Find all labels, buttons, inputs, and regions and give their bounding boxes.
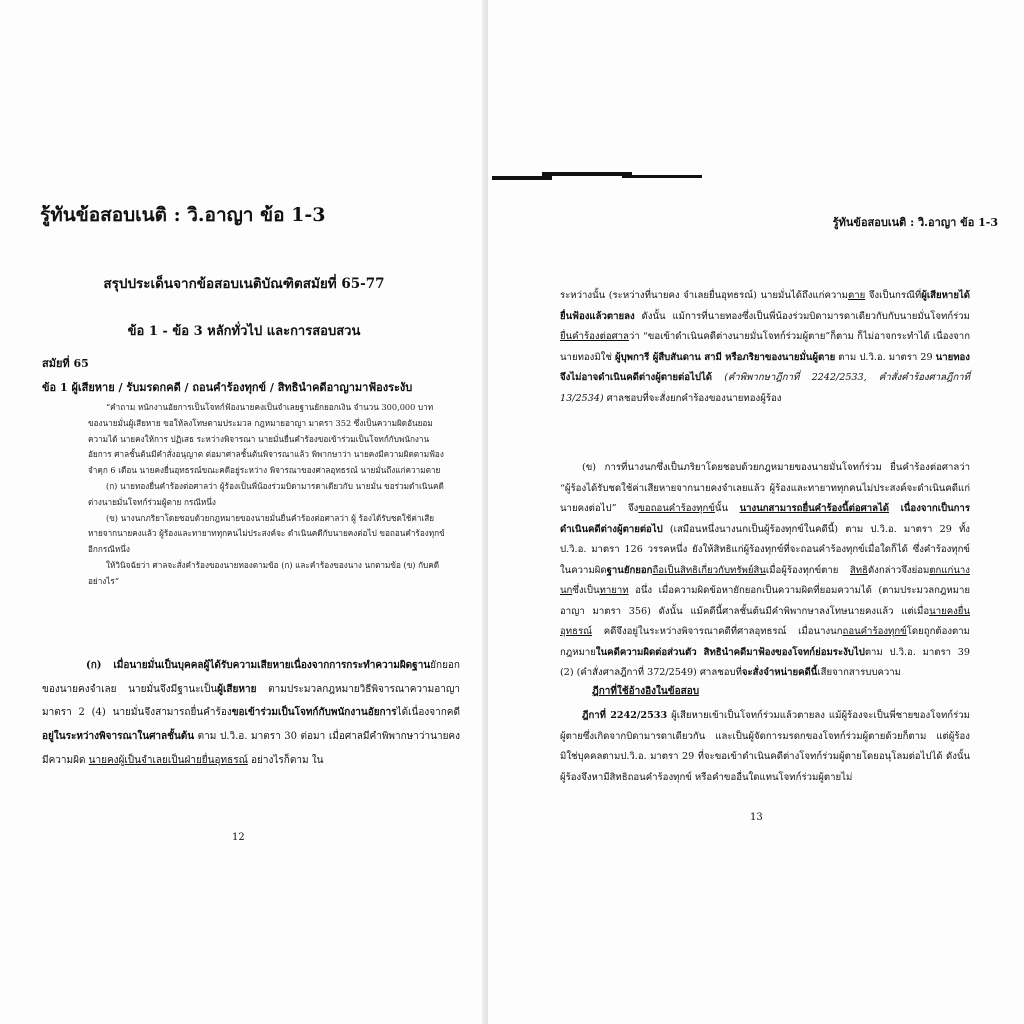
page-number-right: 13 bbox=[750, 812, 763, 823]
bold-text: ขอเข้าร่วมเป็นโจทก์กับพนักงานอัยการ bbox=[231, 707, 397, 719]
quote-paragraph: (ก) นายทองยื่นคำร้องต่อศาลว่า ผู้ร้องเป็นพี่น้องร่วมบิดามารดาเดียวกับ นายมั่น ขอร่วมดำเนินคดีต่างนายมั่นโจทก์ร่วมผู้ตาย กรณีหนึ่ง bbox=[88, 480, 444, 507]
text-run: คดีจึงอยู่ในระหว่างพิจารณาคดีที่ศาลอุทธรณ์ เมื่อนางนก bbox=[592, 626, 843, 637]
text-run: จึงเป็นกรณีที่ bbox=[865, 290, 922, 301]
bold-text: ผู้เสียหายได้ยื่นฟ้องแล้วตายลง bbox=[560, 290, 970, 322]
bold-text: จะสั่งจำหน่ายคดีนี้ bbox=[741, 667, 818, 678]
answer-body-right-1 bbox=[560, 286, 970, 409]
bold-text: เนื่องจากเป็นการดำเนินคดีต่างผู้ตายต่อไป bbox=[560, 503, 970, 535]
bold-text: ผู้เสียหาย bbox=[217, 683, 257, 695]
bold-text: อยู่ในระหว่างพิจารณาในศาลชั้นต้น bbox=[42, 731, 195, 743]
underlined-text: นายคงยื่นอุทธรณ์ bbox=[560, 605, 970, 637]
text-run: ซึ่งเป็น bbox=[572, 585, 600, 596]
text-run: อย่างไรก็ตาม ใน bbox=[247, 754, 324, 766]
text-run: ศาลชอบที่จะสั่งยกคำร้องของนายทองผู้ร้อง bbox=[603, 392, 782, 404]
bold-text: ฎีกาที่ 2242/2533 bbox=[582, 710, 668, 721]
underlined-text: ตาย bbox=[847, 290, 866, 301]
text-run: อนึ่ง เมื่อความผิดข้อหายักยอกเป็นความผิดที่ยอมความได้ (ตามประมวลกฎหมายอาญา มาตรา 356) ดังนั้น แม้คดีนี้ศาลชั้นต้นมีคำพิพากษาลงโทษนายคงแล้ว แต่เมื่อ bbox=[560, 585, 970, 617]
session-label: สมัยที่ 65 bbox=[42, 357, 89, 370]
text-run: เมื่อผู้ร้องทุกข์ตาย bbox=[765, 564, 850, 576]
text-run: นั้น bbox=[714, 503, 740, 514]
underlined-text: ทายาท bbox=[599, 585, 629, 596]
text-run: ผู้เสียหายเข้าเป็นโจทก์ร่วมแล้วตายลง แม้ผู้ร้องจะเป็นพี่ชายของโจทก์ร่วมผู้ตายซึ่งเกิดจากบิดามารดาเดียวกัน และเป็นผู้จัดการมรดกของโจทก์ร่วมผู้ตายด้วยก็ตาม แต่ผู้ร้องมิใช่บุคคลตามป.วิ.อ. มาตรา 29 ที่จะขอเข้าดำเนินคดีต่างโจทก์ร่วมผู้ตายโดยอนุโลมต่อไปได้ ดังนั้นผู้ร้องจึงหามีสิทธิถอนคำร้องทุกข์ หรือคำขออื่นใดแทนโจทก์ร่วมผู้ตายไม่ bbox=[560, 710, 970, 783]
reference-heading: ฎีกาที่ใช้อ้างอิงในข้อสอบ bbox=[592, 686, 700, 697]
reference-paragraph bbox=[560, 706, 970, 788]
text-run: ดังกล่าวจึงย่อม bbox=[867, 564, 930, 576]
underlined-text: สิทธิ bbox=[849, 564, 868, 576]
reference-body bbox=[560, 706, 970, 788]
underlined-text: ยื่นคำร้องต่อศาล bbox=[560, 331, 629, 342]
text-run: เสียจากสารบบความ bbox=[817, 667, 901, 678]
text-run: ดังนั้น แม้การที่นายทองซึ่งเป็นพี่น้องร่วมบิดามารดาเดียวกับกับนายมั่นโจทก์ร่วม bbox=[634, 310, 970, 322]
underlined-text: ขอถอนคำร้องทุกข์ bbox=[638, 503, 715, 514]
bold-text: ในคดีความผิดต่อส่วนตัว สิทธินำคดีมาฟ้องของโจทก์ย่อมระงับไป bbox=[595, 646, 865, 658]
right-running-header: รู้ทันข้อสอบเนติ : วิ.อาญา ข้อ 1-3 bbox=[832, 216, 998, 229]
text-run: ยักยอกของนายคงจำเลย นายมั่นจึงมีฐานะเป็น bbox=[42, 660, 460, 695]
quote-paragraph: (ข) นางนกภริยาโดยชอบด้วยกฎหมายของนายมั่นยื่นคำร้องต่อศาลว่า ผู้ ร้องได้รับชดใช้ค่าเสียหายจากนายคงแล้ว ผู้ร้องและทายาททุกคนไม่ประสงค์จะ ดำเนินคดีกับนายคงต่อไป ขอถอนคำร้องทุกข์ อีกกรณีหนึ่ง bbox=[88, 512, 445, 555]
bold-underlined-text: นางนกสามารถยื่นคำร้องนี้ต่อศาลได้ bbox=[739, 503, 890, 514]
answer-body-left bbox=[42, 654, 460, 773]
answer-body-right-2 bbox=[560, 458, 970, 684]
text-run: ตาม ป.วิ.อ. มาตรา 30 ต่อมา เมื่อศาลมีคำพิพากษาว่านายคงมีความผิด bbox=[42, 731, 460, 766]
text-run: ตาม ป.วิ.อ. มาตรา 39 (2) (คำสั่งศาลฎีกาที่ 372/2549) ศาลชอบที่ bbox=[560, 646, 971, 678]
text-run: (ข) การที่นางนกซึ่งเป็นภริยาโดยชอบด้วยกฎหมายของนายมั่นโจทก์ร่วม ยื่นคำร้องต่อศาลว่า “ผู้ร้องได้รับชดใช้ค่าเสียหายจากนายคงจำเลยแล้ว ผู้ร้องและทายาททุกคนไม่ประสงค์จะดำเนินคดีแก่นายคงต่อไป” จึง bbox=[560, 462, 970, 514]
text-run: ว่า “ขอเข้าดำเนินคดีต่างนายมั่นโจทก์ร่วมผู้ตาย”ก็ตาม ก็ไม่อาจกระทำได้ เนื่องจากนายทองมิใช่ bbox=[560, 331, 970, 363]
page-number-left: 12 bbox=[232, 832, 245, 843]
left-page bbox=[0, 0, 488, 1024]
exam-question-quote bbox=[88, 400, 448, 590]
page-edge-tab-mark bbox=[492, 170, 712, 182]
underlined-text: ถอนคำร้องทุกข์ bbox=[842, 626, 907, 637]
italic-citation: (คำพิพากษาฎีกาที่ 2242/2533, คำสั่งคำร้องศาลฎีกาที่ 13/2534) bbox=[560, 372, 970, 404]
underlined-text: นายคงผู้เป็นจำเลยเป็นฝ่ายยื่นอุทธรณ์ bbox=[88, 754, 248, 766]
text-run bbox=[889, 503, 901, 514]
underlined-text: ตกแก่นางนก bbox=[560, 564, 970, 596]
section-subtitle: ข้อ 1 - ข้อ 3 หลักทั่วไป และการสอบสวน bbox=[127, 324, 361, 339]
text-run: ตามประมวลกฎหมายวิธีพิจารณาความอาญามาตรา 2 (4) นายมั่นจึงสามารถยื่นคำร้อง bbox=[42, 683, 460, 719]
answer-paragraph-b bbox=[560, 458, 970, 684]
quote-paragraph: “คำถาม หนักงานอัยการเป็นโจทก์ฟ้องนายคงเป็นจำเลยฐานยักยอกเงิน จำนวน 300,000 บาท ของนายมั่นผู้เสียหาย ขอให้ลงโทษตามประมวล กฎหมายอาญา มาตรา 352 ซึ่งเป็นความผิดอันยอมความได้ นายคงให้การ ปฏิเสธ ระหว่างพิจารณา นายมั่นยื่นคำร้องขอเข้าร่วมเป็นโจทก์กับพนักงาน อัยการ ศาลชั้นต้นมีคำสั่งอนุญาต ต่อมาศาลชั้นต้นพิจารณาแล้ว พิพากษาว่า นายคงมีความผิดตามฟ้อง จำคุก 6 เดือน นายคงยื่นอุทธรณ์ขณะคดีอยู่ระหว่าง พิจารณาของศาลอุทธรณ์ นายมั่นถึงแก่ความตาย bbox=[88, 402, 444, 476]
text-run: (เสมือนหนึ่งนางนกเป็นผู้ร้องทุกข์ในคดีนี้) ตาม ป.วิ.อ. มาตรา 29 ทั้ง ป.วิ.อ. มาตรา 126 วรรคหนึ่ง ยังให้สิทธิแก่ผู้ร้องทุกข์ที่จะถอนคำร้องทุกข์เมื่อใดก็ได้ ซึ่งคำร้องทุกข์ในความผิด bbox=[560, 523, 970, 576]
question-heading: ข้อ 1 ผู้เสียหาย / รับมรดกคดี / ถอนคำร้องทุกข์ / สิทธินำคดีอาญามาฟ้องระงับ bbox=[42, 381, 413, 394]
text-run: ระหว่างนั้น (ระหว่างที่นายคง จำเลยยื่นอุทธรณ์) นายมั่นได้ถึงแก่ความ bbox=[560, 290, 848, 301]
text-run: โดยถูกต้องตามกฎหมาย bbox=[560, 626, 970, 658]
summary-title: สรุปประเด็นจากข้อสอบเนติบัณฑิตสมัยที่ 65-77 bbox=[103, 276, 385, 292]
text-run: ได้เนื่องจากคดี bbox=[396, 707, 460, 719]
bold-text: ฐานยักยอก bbox=[606, 564, 653, 576]
bold-text: (ก) เมื่อนายมั่นเป็นบุคคลผู้ได้รับความเสียหายเนื่องจากการกระทำความผิดฐาน bbox=[86, 660, 431, 671]
text-run: ตาม ป.วิ.อ. มาตรา 29 bbox=[835, 351, 936, 363]
underlined-text: ถือเป็นสิทธิเกี่ยวกับทรัพย์สิน bbox=[652, 564, 766, 576]
left-running-header: รู้ทันข้อสอบเนติ : วิ.อาญา ข้อ 1-3 bbox=[40, 204, 326, 226]
quote-paragraph: ให้วินิจฉัยว่า ศาลจะสั่งคำร้องของนายทองตามข้อ (ก) และคำร้องของนาง นกตามข้อ (ข) กับคดีอย่างไร” bbox=[88, 559, 440, 586]
bold-text: ผู้บุพการี ผู้สืบสันดาน สามี หรือภริยาของนายมั่นผู้ตาย bbox=[614, 351, 836, 363]
answer-paragraph-a bbox=[42, 654, 460, 773]
answer-paragraph-a-cont bbox=[560, 286, 970, 409]
bold-text: นายทองจึงไม่อาจดำเนินคดีต่างผู้ตายต่อไปได้ bbox=[560, 351, 970, 383]
